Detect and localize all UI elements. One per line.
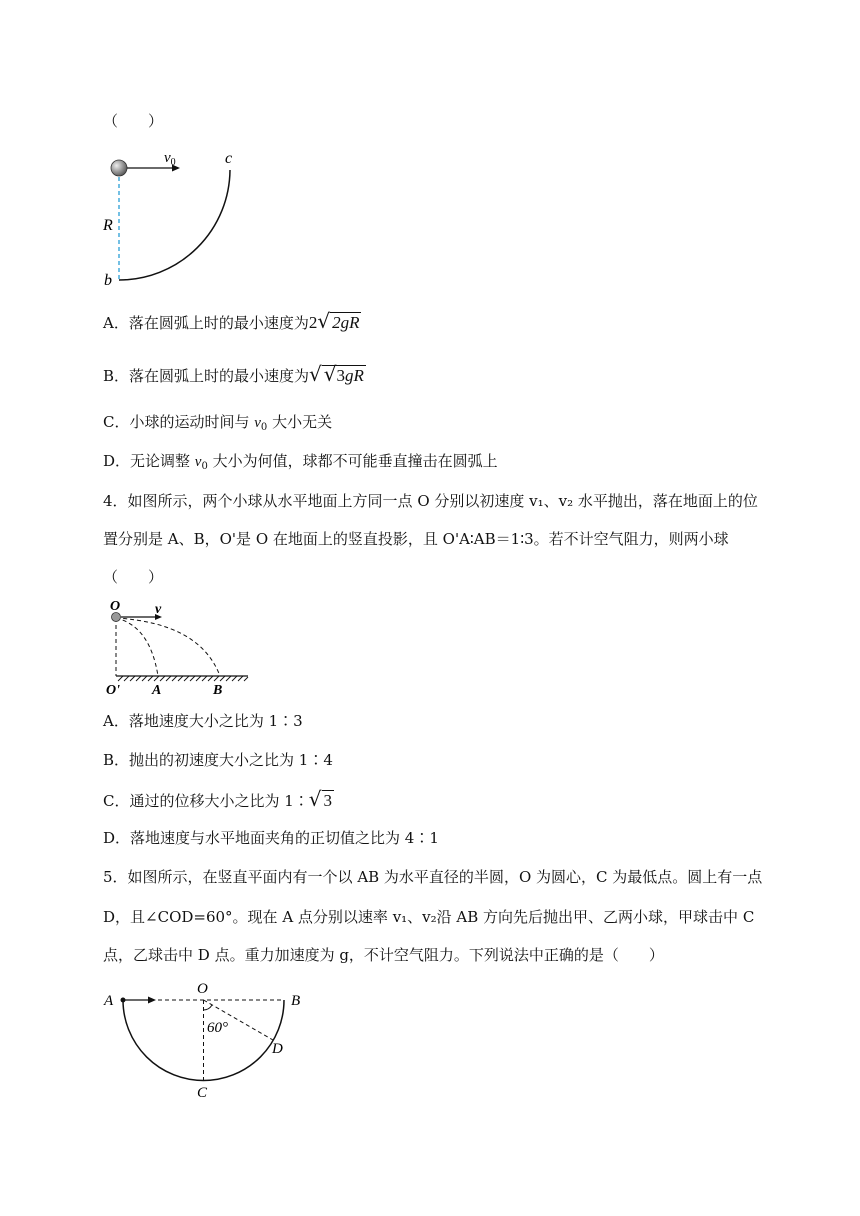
q3-option-a[interactable]: A．落在圆弧上时的最小速度为2√ 2gR bbox=[103, 309, 360, 333]
q3-figure bbox=[100, 148, 250, 293]
q4-option-a[interactable]: A．落地速度大小之比为 1∶3 bbox=[103, 712, 303, 730]
label-B: B bbox=[291, 993, 301, 1009]
q4-stem-line2: 置分别是 A、B，O'是 O 在地面上的竖直投影，且 O'A∶AB＝1∶3。若不计空气阻力，则两小球 bbox=[103, 530, 729, 548]
point-a bbox=[121, 998, 126, 1003]
q3-option-b[interactable]: B．落在圆弧上时的最小速度为√ √3gR bbox=[103, 362, 364, 386]
trajectory-b bbox=[116, 618, 220, 676]
angle-arc bbox=[204, 1005, 213, 1010]
label-C: C bbox=[197, 1085, 208, 1101]
label-O: O bbox=[110, 599, 121, 614]
q3-answer-paren: （ ） bbox=[103, 112, 164, 130]
q4-option-d[interactable]: D．落地速度与水平地面夹角的正切值之比为 4∶1 bbox=[103, 829, 439, 847]
label-O: O bbox=[197, 981, 208, 997]
label-c: c bbox=[225, 150, 233, 167]
q4-option-b[interactable]: B．抛出的初速度大小之比为 1∶4 bbox=[103, 751, 333, 769]
ball bbox=[111, 160, 127, 176]
label-angle: 60° bbox=[207, 1020, 228, 1036]
q4-answer-paren: （ ） bbox=[103, 568, 164, 586]
label-v0: $v_0$ bbox=[164, 150, 176, 168]
q5-stem-line1: 5．如图所示，在竖直平面内有一个以 AB 为水平直径的半圆，O 为圆心，C 为最低点。圆上有一点 bbox=[103, 868, 763, 886]
label-v: v bbox=[155, 602, 162, 617]
q5-stem-line2: D，且∠COD=60°。现在 A 点分别以速率 v₁、v₂沿 AB 方向先后抛出甲、乙两小球，甲球击中 C bbox=[103, 908, 755, 926]
arrow-head bbox=[148, 997, 156, 1004]
label-A: A bbox=[152, 683, 162, 698]
q4-option-c[interactable]: C．通过的位移大小之比为 1∶√ 3 bbox=[103, 787, 333, 811]
label-B: B bbox=[213, 683, 223, 698]
label-b: b bbox=[104, 272, 112, 289]
arc-bc bbox=[119, 170, 230, 280]
ground-hatch bbox=[118, 676, 248, 681]
q3-option-c[interactable]: C．小球的运动时间与 $v_0$ 大小无关 bbox=[103, 413, 333, 433]
label-R: R bbox=[103, 217, 113, 234]
q5-stem-line3: 点，乙球击中 D 点。重力加速度为 g，不计空气阻力。下列说法中正确的是（ ） bbox=[103, 946, 664, 964]
semicircle bbox=[123, 1000, 284, 1081]
q3-option-d[interactable]: D．无论调整 $v_0$ 大小为何值，球都不可能垂直撞击在圆弧上 bbox=[103, 452, 498, 472]
label-A: A bbox=[104, 993, 114, 1009]
q4-stem-line1: 4．如图所示，两个小球从水平地面上方同一点 O 分别以初速度 v₁、v₂ 水平抛出，落在地面上的位 bbox=[103, 492, 758, 510]
label-D: D bbox=[272, 1041, 283, 1057]
trajectory-a bbox=[116, 618, 158, 676]
label-O-prime: O' bbox=[106, 683, 120, 698]
q4-figure bbox=[100, 598, 260, 698]
q5-figure bbox=[100, 980, 320, 1105]
